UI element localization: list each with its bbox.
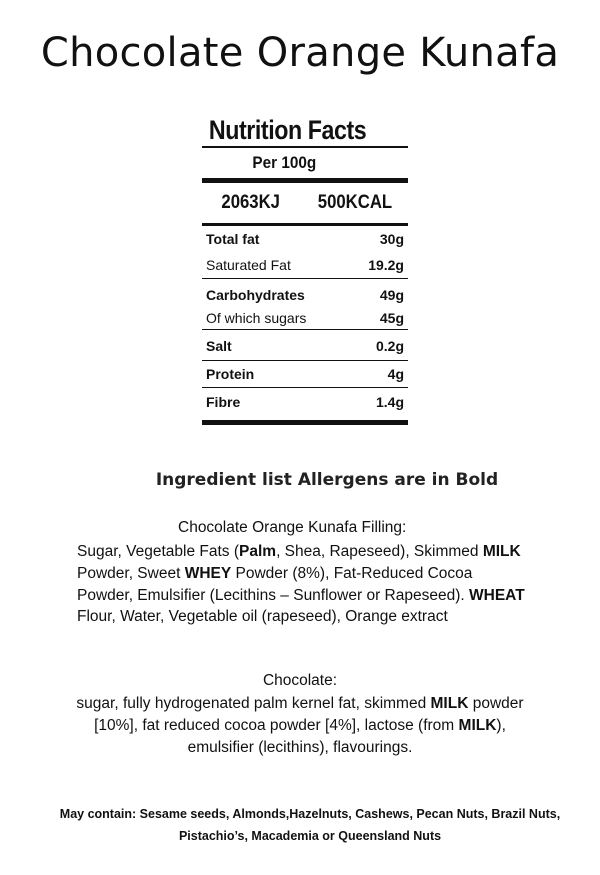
nutrient-label: Saturated Fat bbox=[206, 257, 291, 273]
ingredient-text: , Shea, Rapeseed), Skimmed bbox=[276, 543, 483, 560]
nutrient-row bbox=[202, 252, 408, 278]
ingredient-text: Sugar, Vegetable Fats ( bbox=[77, 543, 239, 560]
energy-kj: 2063KJ bbox=[221, 192, 280, 213]
divider-thick bbox=[202, 420, 408, 425]
nutrient-value: 1.4g bbox=[375, 394, 404, 410]
allergen: Palm bbox=[239, 543, 277, 560]
allergen: MILK bbox=[482, 543, 521, 560]
nutrition-facts-panel bbox=[202, 114, 408, 425]
nutrient-row bbox=[202, 307, 408, 329]
nutrient-label: Salt bbox=[206, 338, 232, 354]
energy-row bbox=[214, 183, 395, 223]
nutrition-heading: Nutrition Facts bbox=[208, 115, 367, 145]
allergen: WHEY bbox=[184, 564, 232, 582]
nutrient-label: Total fat bbox=[206, 231, 260, 247]
nutrient-label: Protein bbox=[206, 366, 255, 382]
chocolate-title: Chocolate: bbox=[262, 672, 338, 689]
allergen: MILK bbox=[430, 695, 469, 712]
nutrient-value: 0.2g bbox=[375, 338, 404, 354]
allergen: WHEAT bbox=[469, 586, 525, 604]
ingredient-text: Powder (8%), Fat-Reduced Cocoa Powder, Emulsifier (Lecithins – Sunflower or Rapeseed). bbox=[77, 564, 473, 604]
per-serving-label: Per 100g bbox=[252, 153, 317, 172]
nutrient-row bbox=[202, 330, 408, 360]
may-contain-warning: May contain: Sesame seeds, Almonds,Hazelnuts, Cashews, Pecan Nuts, Brazil Nuts, Pistachio’s, Macademia or Queensland Nuts bbox=[59, 807, 561, 843]
nutrient-value: 30g bbox=[379, 231, 404, 247]
nutrient-value: 45g bbox=[379, 310, 404, 326]
nutrient-label: Carbohydrates bbox=[206, 287, 305, 303]
nutrient-label: Of which sugars bbox=[206, 310, 307, 326]
nutrient-row bbox=[202, 279, 408, 307]
energy-kcal: 500KCAL bbox=[317, 192, 393, 213]
ingredients-heading: Ingredient list Allergens are in Bold bbox=[155, 470, 499, 490]
nutrient-value: 49g bbox=[379, 287, 404, 303]
filling-ingredients bbox=[77, 541, 527, 628]
nutrient-row bbox=[202, 361, 408, 387]
allergen: MILK bbox=[458, 716, 497, 734]
nutrient-value: 4g bbox=[387, 366, 404, 382]
ingredient-text: powder [10%], fat reduced cocoa powder [4%], lactose (from bbox=[94, 695, 524, 734]
nutrient-row bbox=[202, 388, 408, 416]
nutrient-value: 19.2g bbox=[368, 257, 404, 273]
product-title: Chocolate Orange Kunafa bbox=[40, 30, 560, 76]
ingredient-text: sugar, fully hydrogenated palm kernel fat, skimmed bbox=[76, 695, 431, 712]
ingredient-text: Flour, Water, Vegetable oil (rapeseed), Orange extract bbox=[77, 608, 448, 626]
filling-title: Chocolate Orange Kunafa Filling: bbox=[178, 519, 407, 536]
ingredient-text: Powder, Sweet bbox=[77, 564, 185, 582]
chocolate-ingredients bbox=[60, 693, 540, 758]
nutrient-row bbox=[202, 226, 408, 252]
nutrient-label: Fibre bbox=[206, 394, 241, 410]
ingredient-text: ), emulsifier (lecithins), flavourings. bbox=[187, 716, 506, 756]
